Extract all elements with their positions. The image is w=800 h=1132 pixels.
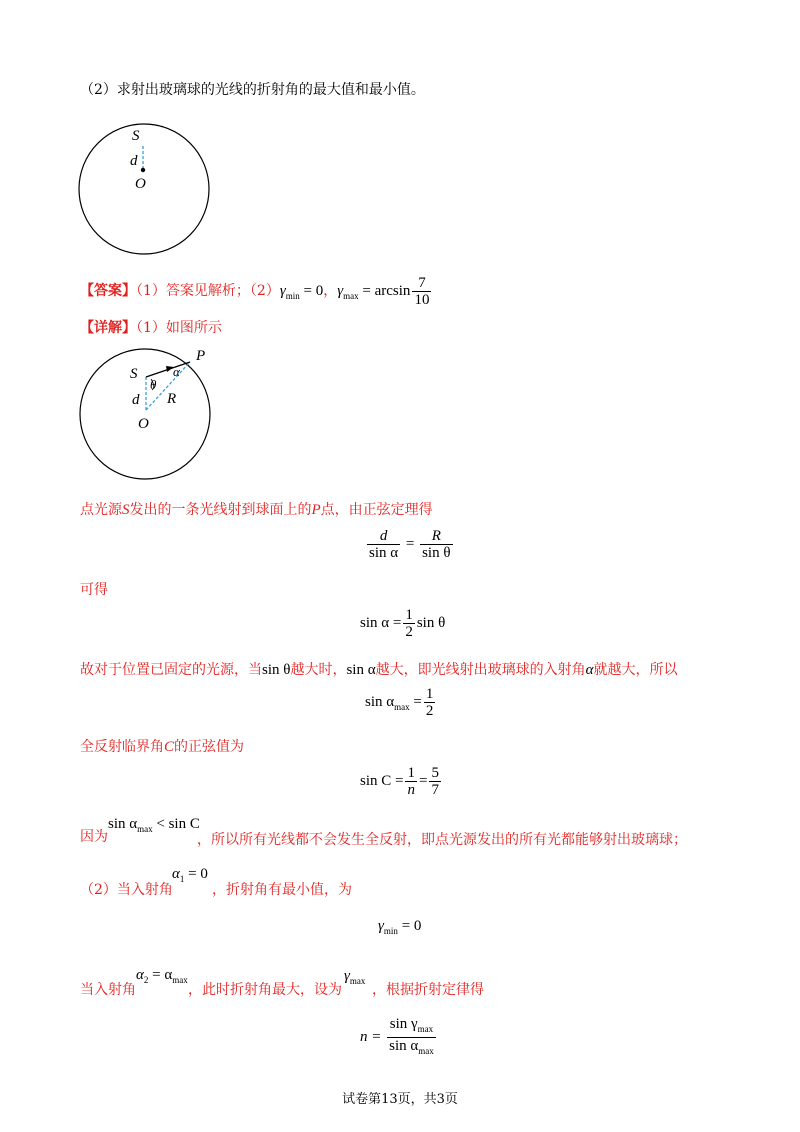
body-line-6-rest: ，折射角有最小值，为: [212, 882, 352, 898]
answer-bracket: 【答案】: [80, 282, 136, 299]
answer-line: [80, 275, 433, 308]
page-footer: 试卷第13页，共3页: [342, 1092, 458, 1107]
label-R: R: [167, 391, 177, 407]
body-line-1: 点光源S发出的一条光线射到球面上的P点，由正弦定理得: [80, 502, 433, 518]
line6-math: $\alpha_1 = 0$: [172, 866, 208, 884]
question-part2: （2）求射出玻璃球的光线的折射角的最大值和最小值。: [80, 82, 425, 98]
line7-gamma: $\gamma_{max}$: [344, 968, 366, 986]
line7-math: $\alpha_2 = \alpha_{max}$: [136, 967, 188, 985]
label-S: S: [132, 128, 140, 144]
detail-line: [80, 318, 222, 338]
answer-gamma-min: $\gamma_{min} = 0$: [279, 282, 324, 301]
line5-math: $\sin \alpha_{max} < \sin C$: [108, 816, 200, 834]
label-O: O: [138, 416, 149, 432]
label-P: P: [196, 348, 206, 364]
answer-comma: ，: [323, 282, 338, 299]
label-d: d: [132, 392, 140, 408]
detail-bracket: 【详解】: [80, 320, 136, 336]
equation-sin-alpha-max: $\sin \alpha_{max}$ = $\frac{1}{2}$: [365, 686, 434, 719]
label-theta: θ: [150, 377, 157, 392]
equation-sine-law: $\frac{d}{\text{sin α}}$ = $\frac{R}{\text{sin θ}}$: [369, 528, 451, 561]
answer-gamma-max: $\gamma_{max} = \arcsin$ $\frac{7}{10}$: [337, 275, 430, 308]
label-d: d: [130, 153, 138, 169]
body-line-5: 因为: [80, 829, 108, 845]
sphere-circle: [80, 349, 210, 479]
body-line-2: 可得: [80, 582, 108, 598]
body-line-4: 全反射临界角C的正弦值为: [80, 739, 245, 755]
body-line-3: 故对于位置已固定的光源，当sin θ越大时，sin α越大，即光线射出玻璃球的入射角α就越大，所以: [80, 662, 678, 678]
figure-1-sphere: [70, 118, 220, 268]
center-dot: [141, 168, 145, 172]
body-line-5-rest: ，所以所有光线都不会发生全反射，即点光源发出的所有光都能够射出玻璃球；: [197, 832, 687, 848]
label-O: O: [135, 176, 146, 192]
equation-sin-C: sin C = $\frac{1}{n}$ = $\frac{5}{7}$: [360, 765, 439, 798]
body-line-7: 当入射角: [80, 982, 136, 998]
body-line-7-mid: ，此时折射角最大，设为: [188, 982, 342, 998]
answer-part1: （1）答案见解析；（2）: [136, 282, 280, 299]
equation-sin-alpha: sin α = $\frac{1}{2}$ sin θ: [360, 607, 446, 640]
body-line-6: （2）当入射角: [80, 882, 173, 898]
label-alpha: α: [173, 364, 180, 379]
body-line-7-rest: ，根据折射定律得: [372, 982, 484, 998]
figure-2-sphere: [70, 342, 230, 487]
label-S: S: [130, 366, 138, 382]
equation-refraction-law: n = $\frac{\sin \gamma_{max}}{\sin \alpha_{max}}$: [360, 1016, 434, 1056]
detail-part1: （1）如图所示: [136, 320, 222, 336]
equation-gamma-min: $\gamma_{min} = 0$: [378, 918, 422, 936]
